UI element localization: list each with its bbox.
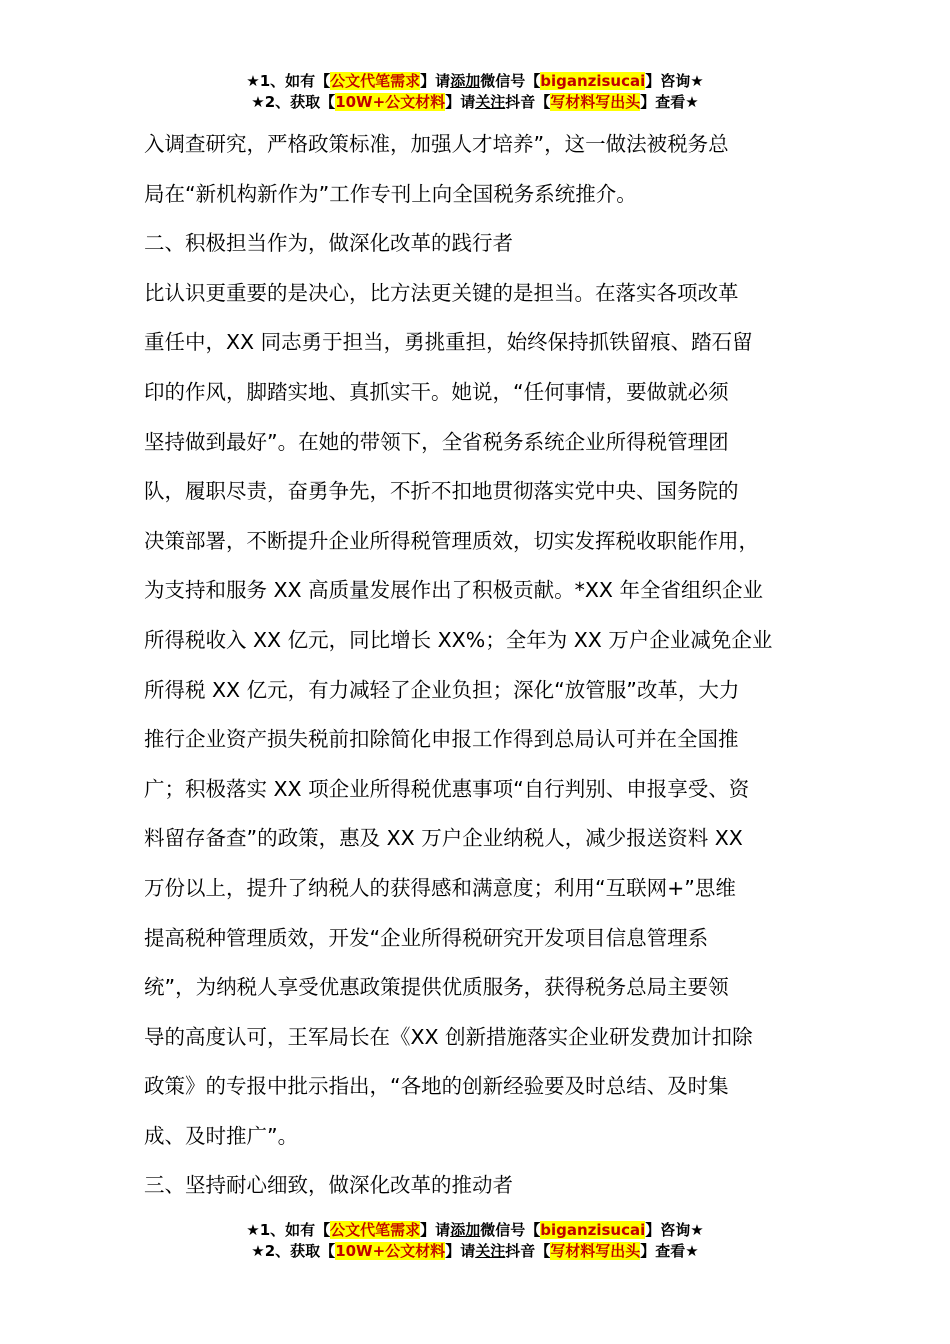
body-line: 为支持和服务 XX 高质量发展作出了积极贡献。*XX 年全省组织企业 [144, 578, 763, 603]
section-heading: 二、积极担当作为，做深化改革的践行者 [144, 231, 513, 256]
banner-line-1 [0, 1220, 950, 1241]
banner-text: 抖音【 [505, 1242, 551, 1260]
body-line: 料留存备查”的政策，惠及 XX 万户企业纳税人，减少报送资料 XX [144, 826, 743, 851]
banner-text: ★1、如有【 [246, 72, 331, 90]
banner-wechat-id: biganzisucai [540, 1221, 646, 1239]
banner-text: 】请 [445, 93, 476, 111]
body-line: 所得税收入 XX 亿元，同比增长 XX%；全年为 XX 万户企业减免企业 [144, 627, 773, 652]
body-line: 重任中，XX 同志勇于担当，勇挑重担，始终保持抓铁留痕、踏石留 [144, 330, 753, 355]
banner-underline: 关注 [475, 1242, 506, 1260]
header-banner [0, 71, 950, 113]
body-line: 局在“新机构新作为”工作专刊上向全国税务系统推介。 [144, 181, 637, 206]
banner-text: ★1、如有【 [246, 1221, 331, 1239]
banner-text: 微信号【 [480, 1221, 541, 1239]
banner-text: ★2、获取【 [251, 1242, 336, 1260]
banner-highlight: 10W+公文材料 [335, 1242, 446, 1260]
body-line: 印的作风，脚踏实地、真抓实干。她说，“任何事情，要做就必须 [144, 379, 729, 404]
body-line: 推行企业资产损失税前扣除简化申报工作得到总局认可并在全国推 [144, 727, 739, 752]
banner-text: 微信号【 [480, 72, 541, 90]
banner-douyin-id: 写材料写出头 [550, 1242, 641, 1260]
banner-highlight: 10W+公文材料 [335, 93, 446, 111]
body-line: 广；积极落实 XX 项企业所得税优惠事项“自行判别、申报享受、资 [144, 776, 750, 801]
body-line: 导的高度认可，王军局长在《XX 创新措施落实企业研发费加计扣除 [144, 1024, 753, 1049]
body-line: 万份以上，提升了纳税人的获得感和满意度；利用“互联网+”思维 [144, 875, 736, 900]
banner-wechat-id: biganzisucai [540, 72, 646, 90]
body-line: 入调查研究，严格政策标准，加强人才培养”，这一做法被税务总 [144, 132, 729, 156]
document-body [144, 120, 844, 1211]
banner-text: 抖音【 [505, 93, 551, 111]
banner-text: 】查看★ [640, 1242, 699, 1260]
banner-underline: 添加 [450, 72, 481, 90]
banner-underline: 添加 [450, 1221, 481, 1239]
body-line: 所得税 XX 亿元，有力减轻了企业负担；深化“放管服”改革，大力 [144, 677, 740, 702]
banner-underline: 关注 [475, 93, 506, 111]
banner-text: 】咨询★ [645, 72, 704, 90]
banner-text: ★2、获取【 [251, 93, 336, 111]
body-line: 比认识更重要的是决心，比方法更关键的是担当。在落实各项改革 [144, 280, 739, 305]
banner-text: 】查看★ [640, 93, 699, 111]
banner-line-2 [0, 1241, 950, 1262]
footer-banner [0, 1220, 950, 1262]
body-line: 成、及时推广”。 [144, 1123, 299, 1148]
banner-text: 】咨询★ [645, 1221, 704, 1239]
banner-highlight: 公文代笔需求 [330, 72, 421, 90]
body-line: 统”，为纳税人享受优惠政策提供优质服务，获得税务总局主要领 [144, 975, 729, 1000]
section-heading: 三、坚持耐心细致，做深化改革的推动者 [144, 1173, 513, 1198]
body-line: 决策部署，不断提升企业所得税管理质效，切实发挥税收职能作用， [144, 528, 759, 553]
banner-douyin-id: 写材料写出头 [550, 93, 641, 111]
body-line: 队，履职尽责，奋勇争先，不折不扣地贯彻落实党中央、国务院的 [144, 479, 739, 504]
body-line: 政策》的专报中批示指出，“各地的创新经验要及时总结、及时集 [144, 1074, 729, 1099]
banner-text: 】请 [445, 1242, 476, 1260]
banner-text: 】请 [420, 1221, 451, 1239]
body-line: 提高税种管理质效，开发“企业所得税研究开发项目信息管理系 [144, 925, 709, 950]
banner-line-1 [0, 71, 950, 92]
banner-highlight: 公文代笔需求 [330, 1221, 421, 1239]
body-line: 坚持做到最好”。在她的带领下，全省税务系统企业所得税管理团 [144, 429, 729, 454]
banner-text: 】请 [420, 72, 451, 90]
banner-line-2 [0, 92, 950, 113]
